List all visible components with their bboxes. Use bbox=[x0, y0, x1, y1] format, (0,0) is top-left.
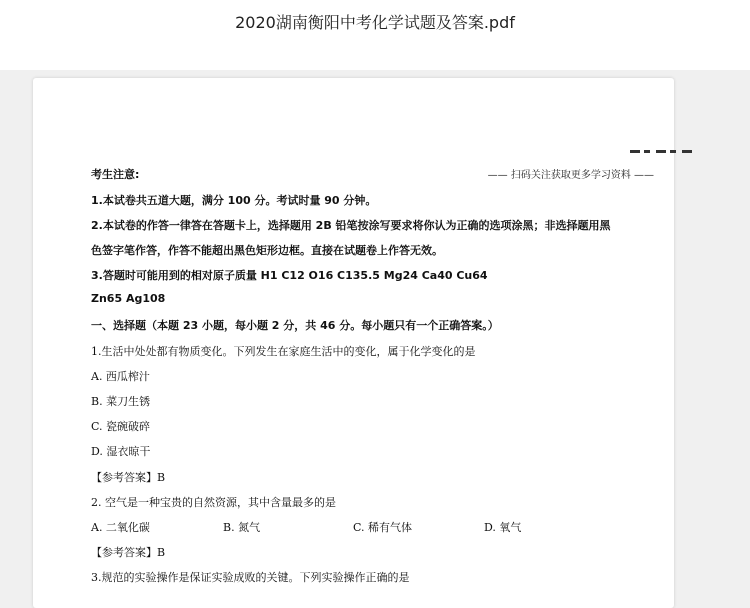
q1-answer: 【参考答案】B bbox=[91, 471, 166, 484]
q1-option-d: D. 湿衣晾干 bbox=[91, 445, 151, 458]
document-title: 2020湖南衡阳中考化学试题及答案.pdf bbox=[235, 13, 515, 32]
notice-3b: Zn65 Ag108 bbox=[91, 292, 166, 305]
q1-stem: 1.生活中处处都有物质变化。下列发生在家庭生活中的变化，属于化学变化的是 bbox=[91, 345, 476, 358]
q2-option-a: A. 二氧化碳 bbox=[91, 521, 150, 534]
pdf-page bbox=[33, 78, 674, 608]
notice-1: 1.本试卷共五道大题，满分 100 分。考试时量 90 分钟。 bbox=[91, 194, 377, 207]
q2-option-c: C. 稀有气体 bbox=[353, 521, 413, 534]
q2-answer: 【参考答案】B bbox=[91, 546, 166, 559]
q1-option-c: C. 瓷碗破碎 bbox=[91, 420, 151, 433]
section-1-heading: 一、选择题（本题 23 小题，每小题 2 分，共 46 分。每小题只有一个正确答案。） bbox=[91, 319, 499, 332]
q1-option-a: A. 西瓜榨汁 bbox=[91, 370, 150, 383]
q1-option-b: B. 菜刀生锈 bbox=[91, 395, 151, 408]
notice-3a: 3.答题时可能用到的相对原子质量 H1 C12 O16 C135.5 Mg24 Ca40 Cu64 bbox=[91, 269, 488, 282]
corner-mark-decoration bbox=[630, 150, 694, 153]
q2-stem: 2. 空气是一种宝贵的自然资源，其中含量最多的是 bbox=[91, 496, 336, 509]
viewer-header bbox=[0, 0, 750, 70]
notice-2a: 2.本试卷的作答一律答在答题卡上，选择题用 2B 铅笔按涂写要求将你认为正确的选项涂黑；非选择题用黑 bbox=[91, 219, 611, 232]
qr-note: —— 扫码关注获取更多学习资料 —— bbox=[487, 170, 654, 181]
notice-2b: 色签字笔作答，作答不能超出黑色矩形边框。直接在试题卷上作答无效。 bbox=[91, 244, 443, 257]
notice-title: 考生注意: bbox=[91, 168, 140, 181]
q3-stem: 3.规范的实验操作是保证实验成败的关键。下列实验操作正确的是 bbox=[91, 571, 410, 584]
q2-option-d: D. 氧气 bbox=[484, 521, 522, 534]
q2-option-b: B. 氮气 bbox=[223, 521, 261, 534]
